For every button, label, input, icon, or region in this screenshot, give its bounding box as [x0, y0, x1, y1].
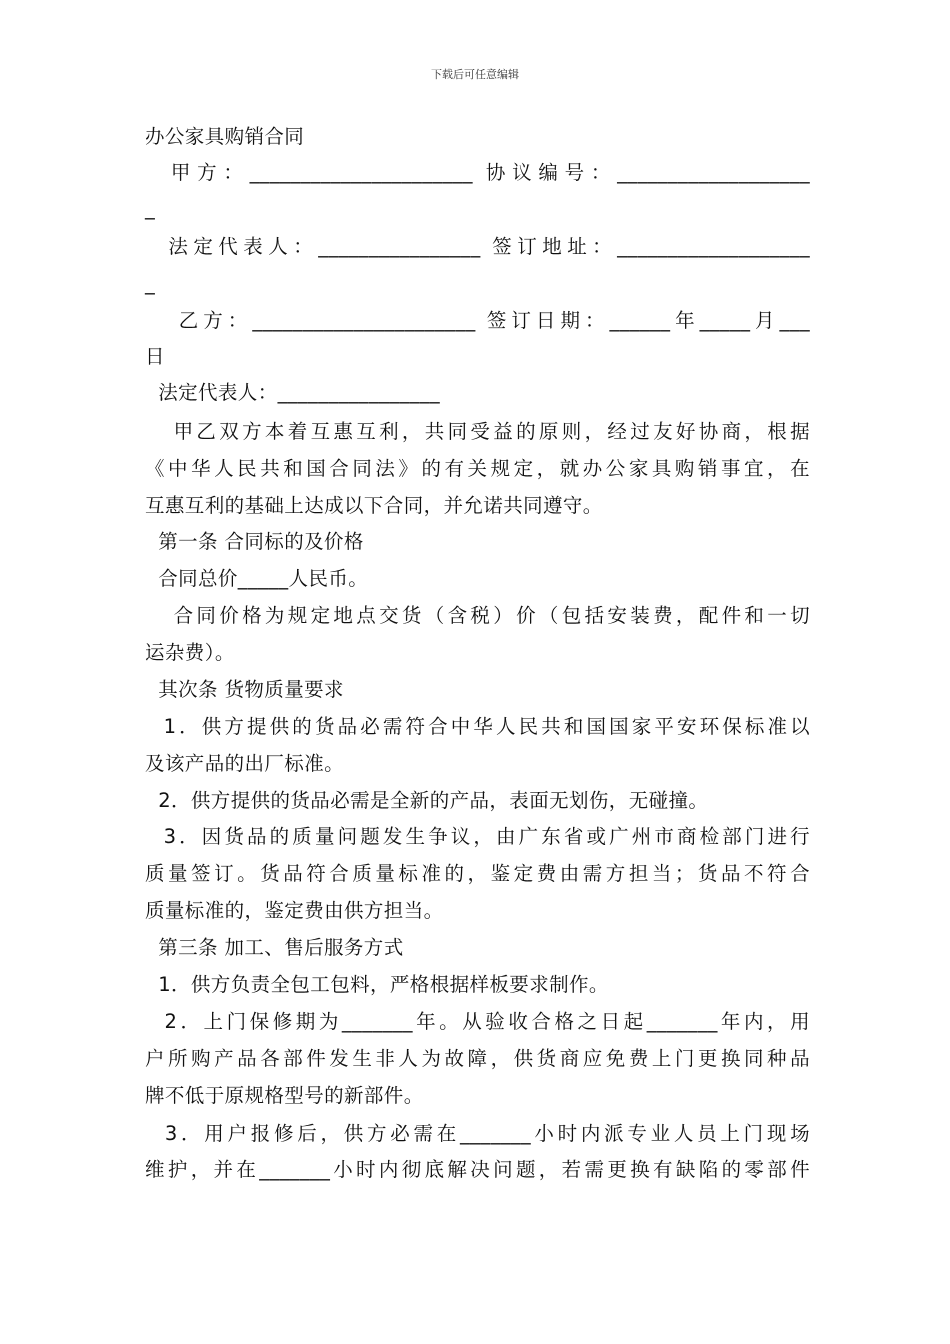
text-line: 合同总价_____人民币。 [145, 567, 369, 590]
text-line: 合同价格为规定地点交货（含税）价（包括安装费，配件和一切 [145, 604, 810, 627]
text-line: 3．因货品的质量问题发生争议，由广东省或广州市商检部门进行 [145, 825, 810, 848]
text-line: 3．用户报修后，供方必需在_______小时内派专业人员上门现场 [145, 1122, 810, 1145]
contract-title: 办公家具购销合同 [145, 125, 305, 148]
text-line: 甲乙双方本着互惠互利，共同受益的原则，经过友好协商，根据 [145, 420, 810, 443]
text-line: 维护，并在_______小时内彻底解决问题，若需更换有缺陷的零部件 [145, 1158, 810, 1181]
text-line: 《中华人民共和国合同法》的有关规定，就办公家具购销事宜，在 [145, 457, 810, 480]
text-line: 质量签订。货品符合质量标准的，鉴定费由需方担当；货品不符合 [145, 862, 810, 885]
text-line: _ [145, 272, 156, 295]
text-line: 互惠互利的基础上达成以下合同，并允诺共同遵守。 [145, 494, 603, 517]
party-b-rep-line: 法定代表人：________________ [145, 381, 440, 404]
text-line: 1．供方提供的货品必需符合中华人民共和国国家平安环保标准以 [145, 715, 810, 738]
party-a-line: 甲方：______________________ 协议编号：___________________ [145, 161, 810, 184]
text-line: 及该产品的出厂标准。 [145, 752, 345, 775]
article-heading: 第三条 加工、售后服务方式 [145, 936, 404, 959]
text-line: 运杂费）。 [145, 641, 235, 664]
text-line: 2．供方提供的货品必需是全新的产品，表面无划伤，无碰撞。 [145, 789, 709, 812]
text-line: 1．供方负责全包工包料，严格根据样板要求制作。 [145, 973, 609, 996]
text-line: 牌不低于原规格型号的新部件。 [145, 1084, 424, 1107]
text-line: 户所购产品各部件发生非人为故障，供货商应免费上门更换同种品 [145, 1047, 810, 1070]
party-b-line: 乙方：______________________ 签订日期：______年_____月___ [145, 309, 810, 332]
text-line: 质量标准的，鉴定费由供方担当。 [145, 899, 444, 922]
article-heading: 其次条 货物质量要求 [145, 678, 344, 701]
page-header: 下载后可任意编辑 [431, 68, 519, 81]
text-line: _ [145, 197, 156, 220]
text-line: 日 [145, 345, 165, 368]
article-heading: 第一条 合同标的及价格 [145, 530, 364, 553]
party-a-rep-line: 法定代表人：________________ 签订地址：___________________ [145, 235, 810, 258]
text-line: 2．上门保修期为_______年。从验收合格之日起_______年内，用 [145, 1010, 810, 1033]
